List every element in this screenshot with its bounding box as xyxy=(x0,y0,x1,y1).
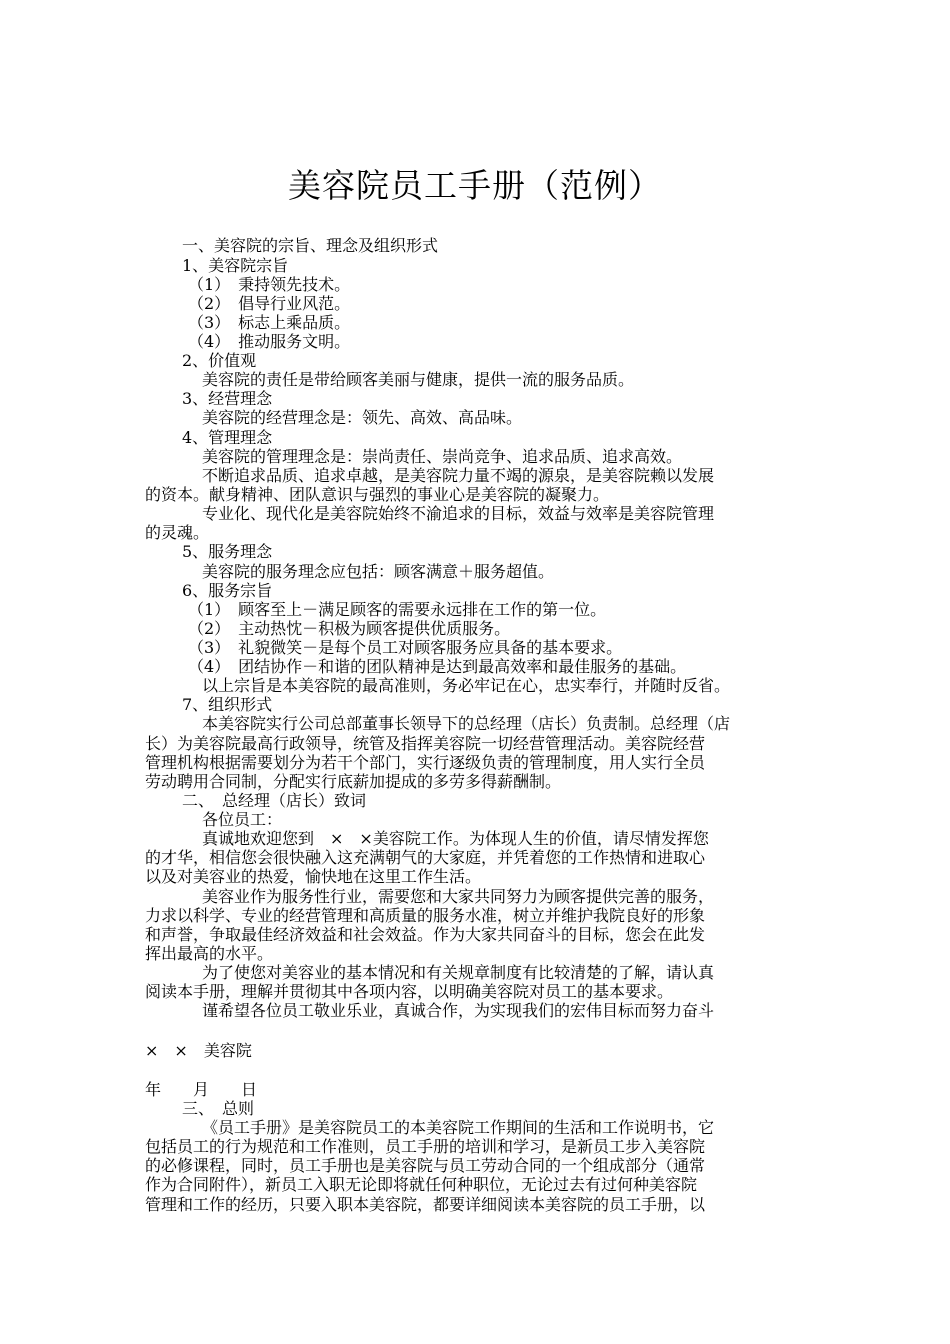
paragraph-line: 挥出最高的水平。 xyxy=(145,944,274,963)
paragraph-line: 的资本。献身精神、团队意识与强烈的事业心是美容院的凝聚力。 xyxy=(145,485,610,504)
paragraph-line: 的灵魂。 xyxy=(145,523,210,542)
subsection-heading: 4、管理理念 xyxy=(182,428,273,447)
paragraph-line: 作为合同附件），新员工入职无论即将就任何种职位，无论过去有过何种美容院 xyxy=(145,1175,698,1194)
paragraph-line: 阅读本手册，理解并贯彻其中各项内容，以明确美容院对员工的基本要求。 xyxy=(145,982,674,1001)
paragraph-line: 美容业作为服务性行业，需要您和大家共同努力为顾客提供完善的服务， xyxy=(202,887,715,906)
paragraph-line: 力求以科学、专业的经营管理和高质量的服务水准，树立并维护我院良好的形象 xyxy=(145,906,706,925)
paragraph-line: 长）为美容院最高行政领导，统管及指挥美容院一切经营管理活动。美容院经营 xyxy=(145,734,706,753)
list-item: （1） 秉持领先技术。 xyxy=(188,275,351,294)
paragraph-line: 《员工手册》是美容院员工的本美容院工作期间的生活和工作说明书，它 xyxy=(202,1118,715,1137)
paragraph-line: 的必修课程，同时，员工手册也是美容院与员工劳动合同的一个组成部分（通常 xyxy=(145,1156,706,1175)
list-item: （4） 推动服务文明。 xyxy=(188,332,351,351)
list-item: （2） 倡导行业风范。 xyxy=(188,294,351,313)
paragraph-line: 美容院的服务理念应包括：顾客满意＋服务超值。 xyxy=(202,562,555,581)
paragraph-line: 以及对美容业的热爱，愉快地在这里工作生活。 xyxy=(145,867,482,886)
list-item: （3） 礼貌微笑－是每个员工对顾客服务应具备的基本要求。 xyxy=(188,638,623,657)
subsection-heading: 2、价值观 xyxy=(182,351,257,370)
paragraph-line: 管理和工作的经历，只要入职本美容院，都要详细阅读本美容院的员工手册，以 xyxy=(145,1195,706,1214)
paragraph-line: 的才华，相信您会很快融入这充满朝气的大家庭，并凭着您的工作热情和进取心 xyxy=(145,848,706,867)
paragraph-line: 美容院的责任是带给顾客美丽与健康，提供一流的服务品质。 xyxy=(202,370,635,389)
paragraph-line: 本美容院实行公司总部董事长领导下的总经理（店长）负责制。总经理（店 xyxy=(202,714,731,733)
subsection-heading: 3、经营理念 xyxy=(182,389,273,408)
list-item: （3） 标志上乘品质。 xyxy=(188,313,351,332)
paragraph-line: 包括员工的行为规范和工作准则，员工手册的培训和学习，是新员工步入美容院 xyxy=(145,1137,706,1156)
paragraph-line: 真诚地欢迎您到 × ×美容院工作。为体现人生的价值，请尽情发挥您 xyxy=(202,829,709,848)
paragraph-line: 和声誉，争取最佳经济效益和社会效益。作为大家共同奋斗的目标，您会在此发 xyxy=(145,925,706,944)
subsection-heading: 5、服务理念 xyxy=(182,542,273,561)
list-item: （1） 顾客至上－满足顾客的需要永远排在工作的第一位。 xyxy=(188,600,607,619)
page-title: 美容院员工手册（范例） xyxy=(288,166,662,205)
list-item: （4） 团结协作－和谐的团队精神是达到最高效率和最佳服务的基础。 xyxy=(188,657,687,676)
date-line: 年 月 日 xyxy=(145,1080,258,1099)
subsection-heading: 1、美容院宗旨 xyxy=(182,256,289,275)
paragraph-line: 美容院的经营理念是：领先、高效、高品味。 xyxy=(202,408,523,427)
list-item: （2） 主动热忱－积极为顾客提供优质服务。 xyxy=(188,619,511,638)
signature: × × 美容院 xyxy=(145,1041,252,1060)
subsection-heading: 7、组织形式 xyxy=(182,695,273,714)
paragraph-line: 劳动聘用合同制，分配实行底薪加提成的多劳多得薪酬制。 xyxy=(145,772,562,791)
paragraph-line: 专业化、现代化是美容院始终不渝追求的目标，效益与效率是美容院管理 xyxy=(202,504,715,523)
section-heading: 三、 总则 xyxy=(182,1099,255,1118)
paragraph-line: 以上宗旨是本美容院的最高准则，务必牢记在心，忠实奉行，并随时反省。 xyxy=(202,676,731,695)
paragraph-line: 管理机构根据需要划分为若干个部门，实行逐级负责的管理制度，用人实行全员 xyxy=(145,753,706,772)
section-heading: 二、 总经理（店长）致词 xyxy=(182,791,367,810)
paragraph-line: 不断追求品质、追求卓越，是美容院力量不竭的源泉，是美容院赖以发展 xyxy=(202,466,715,485)
paragraph-line: 谨希望各位员工敬业乐业，真诚合作，为实现我们的宏伟目标而努力奋斗 xyxy=(202,1001,715,1020)
salutation: 各位员工： xyxy=(202,810,283,829)
paragraph-line: 为了使您对美容业的基本情况和有关规章制度有比较清楚的了解，请认真 xyxy=(202,963,715,982)
section-heading: 一、美容院的宗旨、理念及组织形式 xyxy=(182,236,439,255)
subsection-heading: 6、服务宗旨 xyxy=(182,581,273,600)
paragraph-line: 美容院的管理理念是：崇尚责任、崇尚竞争、追求品质、追求高效。 xyxy=(202,447,683,466)
